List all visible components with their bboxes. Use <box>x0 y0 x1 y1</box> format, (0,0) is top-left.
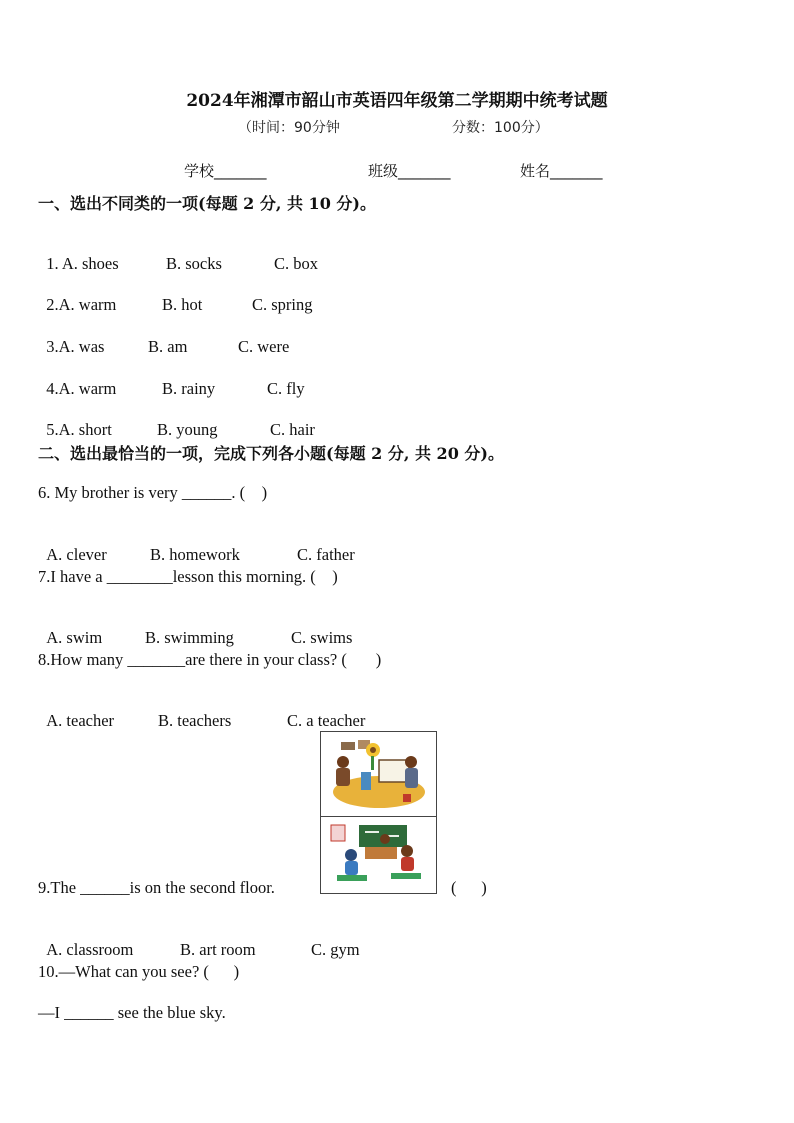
question-9-options <box>38 920 360 960</box>
q4-option-b: B. rainy <box>162 379 216 398</box>
q1-option-a: 1. A. shoes <box>46 254 119 273</box>
exam-time: （时间：90分钟 <box>238 120 340 136</box>
question-3 <box>38 317 290 357</box>
question-4 <box>38 359 305 399</box>
classroom-illustration <box>321 817 436 893</box>
q5-option-a: 5.A. short <box>46 420 112 439</box>
question-10-stem: 10.—What can you see? ( ) <box>38 962 240 981</box>
q5-option-c: C. hair <box>270 420 315 439</box>
q9-option-c: C. gym <box>311 940 360 959</box>
question-9-answer-paren: ( ) <box>451 878 487 897</box>
art-room-illustration <box>321 732 436 816</box>
q8-option-a: A. teacher <box>46 711 115 730</box>
q2-option-a: 2.A. warm <box>46 295 117 314</box>
q4-option-c: C. fly <box>267 379 305 398</box>
section-1-heading: 一、选出不同类的一项(每题 2 分, 共 10 分)。 <box>38 194 376 213</box>
school-field: 学校_______ <box>184 162 267 180</box>
q6-option-a: A. clever <box>46 545 107 564</box>
q9-option-b: B. art room <box>180 940 256 959</box>
question-7-stem: 7.I have a ________lesson this morning. ( ) <box>38 567 338 586</box>
q3-option-b: B. am <box>148 337 188 356</box>
question-1 <box>38 234 319 274</box>
q9-option-a: A. classroom <box>46 940 134 959</box>
q3-option-c: C. were <box>238 337 290 356</box>
q7-option-b: B. swimming <box>145 628 234 647</box>
art-room-picture <box>320 731 437 817</box>
question-8-stem: 8.How many _______are there in your class? ( ) <box>38 650 382 669</box>
classroom-picture <box>320 816 437 894</box>
q7-option-a: A. swim <box>46 628 103 647</box>
class-field: 班级_______ <box>368 162 451 180</box>
q6-option-b: B. homework <box>150 545 240 564</box>
q1-option-b: B. socks <box>166 254 222 273</box>
question-10-line2: —I ______ see the blue sky. <box>38 1003 226 1022</box>
section-2-heading: 二、选出最恰当的一项，完成下列各小题(每题 2 分, 共 20 分)。 <box>38 444 504 463</box>
q2-option-c: C. spring <box>252 295 313 314</box>
q8-option-c: C. a teacher <box>287 711 366 730</box>
question-9-stem: 9.The ______is on the second floor. <box>38 878 275 897</box>
q2-option-b: B. hot <box>162 295 203 314</box>
exam-score: 分数：100分） <box>452 120 549 136</box>
q3-option-a: 3.A. was <box>46 337 105 356</box>
question-5 <box>38 400 315 440</box>
q4-option-a: 4.A. warm <box>46 379 117 398</box>
question-7-options <box>38 608 353 648</box>
q1-option-c: C. box <box>274 254 319 273</box>
question-8-options <box>38 691 366 731</box>
name-field: 姓名_______ <box>520 162 603 180</box>
q7-option-c: C. swims <box>291 628 353 647</box>
question-2 <box>38 275 313 315</box>
question-6-options <box>38 525 355 565</box>
q5-option-b: B. young <box>157 420 218 439</box>
page-title: 2024年湘潭市韶山市英语四年级第二学期期中统考试题 <box>186 91 608 111</box>
q8-option-b: B. teachers <box>158 711 232 730</box>
question-6-stem: 6. My brother is very ______. ( ) <box>38 483 268 502</box>
q6-option-c: C. father <box>297 545 355 564</box>
